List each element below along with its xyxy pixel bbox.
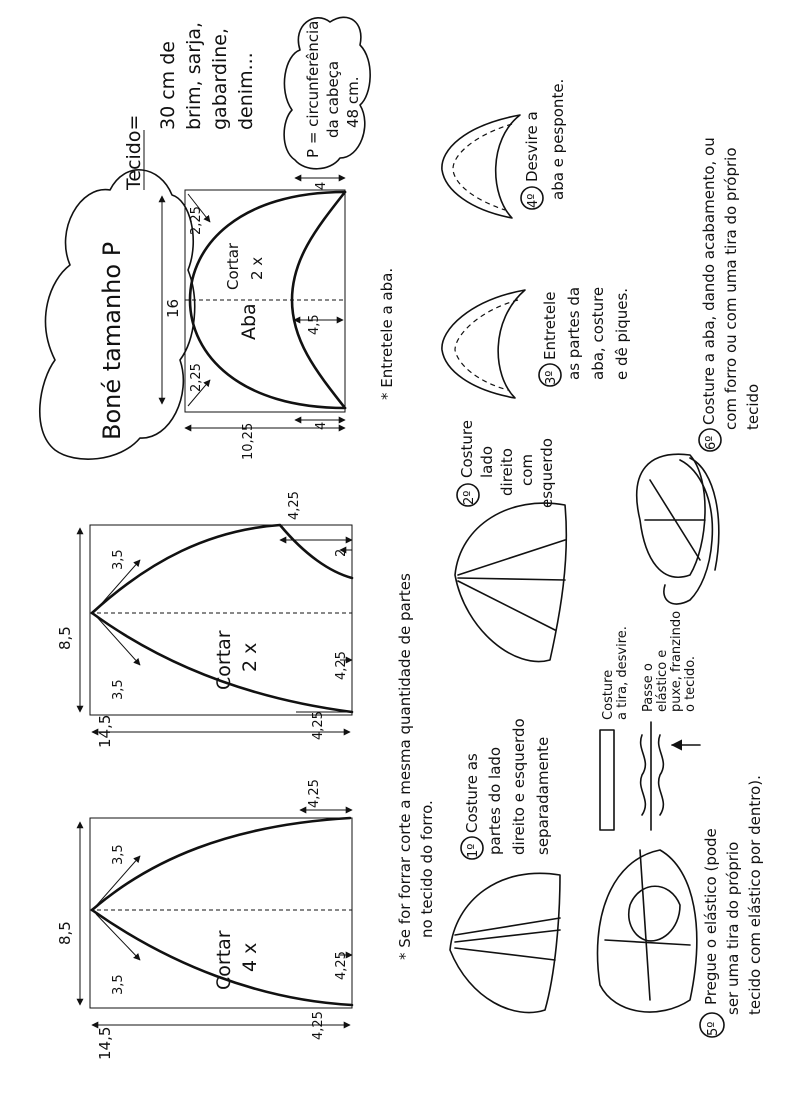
step-1-line-2: partes do lado (486, 746, 504, 855)
strip-elastic-line-3: puxe, franzindo (669, 610, 684, 712)
fabric-line-3: gabardine, (209, 28, 231, 130)
fabric-line-1: 30 cm de (157, 41, 179, 130)
strip-elastic-line-2: elástico e (655, 649, 670, 712)
head-note-line-2: da cabeça (324, 60, 342, 138)
strip-elastic-line-4: o tecido. (683, 655, 698, 712)
step-4-line-2: aba e pesponte. (549, 78, 567, 200)
step-5-line-3: tecido com elástico por dentro). (746, 775, 764, 1015)
step-5-line-1: Pregue o elástico (pode (702, 828, 720, 1005)
step-3-line-1: Entretele (541, 291, 559, 360)
brim-dim-height: 10,25 (241, 422, 256, 460)
back-panel-dim-side: 4,25 (334, 651, 349, 680)
front-panel-cut-count: 4 x (239, 942, 261, 972)
step-4-line-1: Desvire a (523, 111, 541, 182)
front-panel-cut-label: Cortar (213, 930, 235, 990)
brim-dim-bottom-side: 4 (314, 421, 329, 430)
front-panel-dim-diag-bottom: 3,5 (111, 974, 126, 995)
step-2-number: 2º (462, 490, 477, 505)
back-panel-dim-corner-bottom: 4,25 (311, 711, 326, 740)
step-1-line-4: separadamente (534, 736, 552, 855)
step-1-line-1: Costure as (463, 753, 481, 833)
step-4-number: 4º (526, 193, 541, 208)
back-panel-dim-width: 8,5 (56, 626, 74, 650)
step-2-line-3: direito (498, 448, 516, 496)
brim-label: Aba (238, 303, 260, 340)
step-5-number: 5º (706, 1021, 721, 1036)
front-panel-dim-side: 4,25 (334, 951, 349, 980)
step-2-line-5: esquerdo (538, 438, 556, 508)
front-panel-dim-corner-top: 4,25 (307, 779, 322, 808)
back-panel-dim-length: 14,5 (96, 714, 114, 748)
brim-dim-bottom-corner: 2,25 (189, 363, 204, 392)
back-panel-dim-cut-right: 2 (334, 548, 349, 557)
head-note-line-1: P = circunferência (304, 20, 322, 158)
step-6-line-1: Costure a aba, dando acabamento, ou (700, 137, 718, 425)
head-note-line-3: 48 cm. (344, 76, 362, 128)
strip-sew-line-2: a tira, desvire. (615, 626, 630, 720)
brim-cut-count: 2 x (248, 256, 266, 280)
lining-note-line-2: no tecido do forro. (418, 800, 436, 938)
step-6-line-3: tecido (744, 383, 762, 430)
front-panel-dim-corner-bottom: 4,25 (311, 1011, 326, 1040)
step-1-line-3: direito e esquerdo (510, 718, 528, 855)
back-panel-cut-label: Cortar (213, 630, 235, 690)
brim-dim-inner-depth: 4,5 (307, 314, 322, 335)
strip-elastic-line-1: Passe o (641, 663, 656, 712)
step-5-line-2: ser uma tira do próprio (724, 841, 742, 1015)
step-3-line-2: as partes da (565, 286, 583, 380)
back-panel-dim-diag-top: 3,5 (111, 549, 126, 570)
brim-dim-length: 16 (164, 298, 182, 318)
front-panel-dim-length: 14,5 (96, 1026, 114, 1060)
brim-dim-top-side: 4 (314, 181, 329, 190)
back-panel-dim-cut-top: 4,25 (287, 491, 302, 520)
brim-cut-label: Cortar (224, 242, 242, 290)
fabric-line-4: denim... (235, 52, 257, 130)
step-6-line-2: com forro ou com uma tira do próprio (722, 147, 740, 430)
step-2-line-1: Costure (458, 420, 476, 478)
fabric-line-2: brim, sarja, (183, 21, 205, 130)
fabric-label: Tecido= (123, 114, 145, 190)
step-2-line-2: lado (478, 445, 496, 478)
front-panel-dim-diag-top: 3,5 (111, 844, 126, 865)
step-3-line-4: e dê piques. (613, 287, 631, 380)
step-2-line-4: com (518, 453, 536, 486)
back-panel-dim-diag-bottom: 3,5 (111, 679, 126, 700)
brim-dim-top-corner: 2,25 (189, 206, 204, 235)
step-1-number: 1º (466, 843, 481, 858)
step-3-line-3: aba, costure (589, 286, 607, 380)
interface-brim-note: * Entretele a aba. (378, 267, 396, 400)
back-panel-cut-count: 2 x (239, 642, 261, 672)
page-title: Boné tamanho P (98, 241, 126, 440)
step-6-number: 6º (704, 435, 719, 450)
front-panel-dim-width: 8,5 (56, 921, 74, 945)
lining-note-line-1: * Se for forrar corte a mesma quantidade de partes (396, 573, 414, 960)
step-3-number: 3º (544, 370, 559, 385)
strip-sew-line-1: Costure (601, 669, 616, 720)
